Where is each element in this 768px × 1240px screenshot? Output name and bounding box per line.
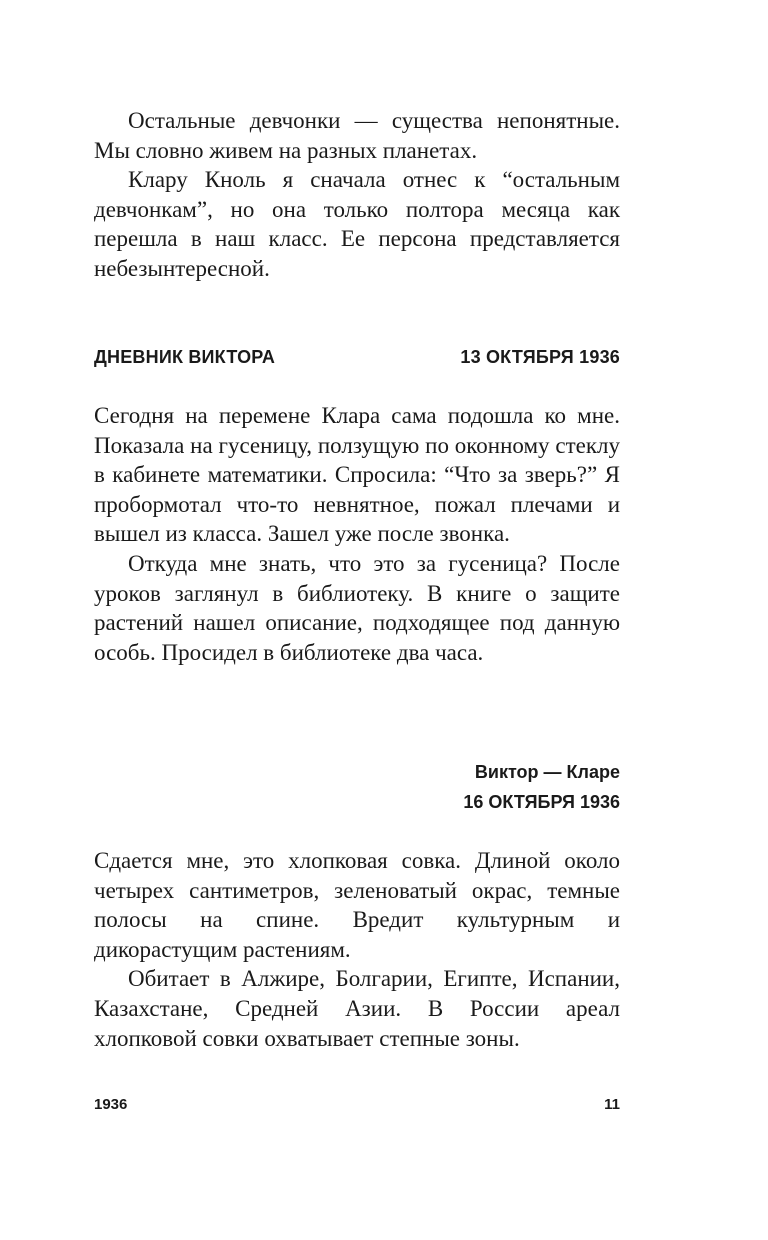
paragraph: Клару Кноль я сначала отнес к “остальным девчонкам”, но она только полтора месяца как перешла в наш класс. Ее персона представляется небезынтересной.	[94, 167, 620, 281]
page-number: 11	[604, 1096, 620, 1113]
page-footer	[94, 1096, 620, 1113]
paragraph: Обитает в Алжире, Болгарии, Египте, Испании, Казахстане, Средней Азии. В России ареал хлопковой совки охватывает степные зоны.	[94, 966, 620, 1051]
letter-date: 16 ОКТЯБРЯ 1936	[463, 792, 620, 812]
paragraph: Сегодня на перемене Клара сама подошла ко мне. Показала на гусеницу, ползущую по оконному стеклу в кабинете математики. Спросила: “Что за зверь?” Я пробормотал что-то невнятное, пожал плечами и вышел из класса. Зашел уже после звонка.	[94, 403, 620, 547]
diary-heading	[94, 347, 620, 368]
diary-title: ДНЕВНИК ВИКТОРА	[94, 347, 276, 367]
diary-entry-text	[94, 401, 620, 667]
paragraph: Откуда мне знать, что это за гусеница? После уроков заглянул в библиотеку. В книге о защите растений нашел описание, подходящее под данную особь. Просидел в библиотеке два часа.	[94, 550, 620, 665]
paragraph: Сдается мне, это хлопковая совка. Длиной около четырех сантиметров, зеленоватый окрас, темные полосы на спине. Вредит культурным и дикорастущим растениям.	[94, 848, 620, 962]
letter-text	[94, 846, 620, 1053]
letter-from-to: Виктор — Кларе	[474, 762, 620, 782]
diary-date: 13 ОКТЯБРЯ 1936	[460, 347, 620, 367]
running-title: 1936	[94, 1096, 128, 1113]
opening-text	[94, 106, 620, 284]
paragraph: Остальные девчонки — существа непонятные. Мы словно живем на разных планетах.	[94, 108, 620, 163]
letter-heading	[94, 757, 620, 817]
